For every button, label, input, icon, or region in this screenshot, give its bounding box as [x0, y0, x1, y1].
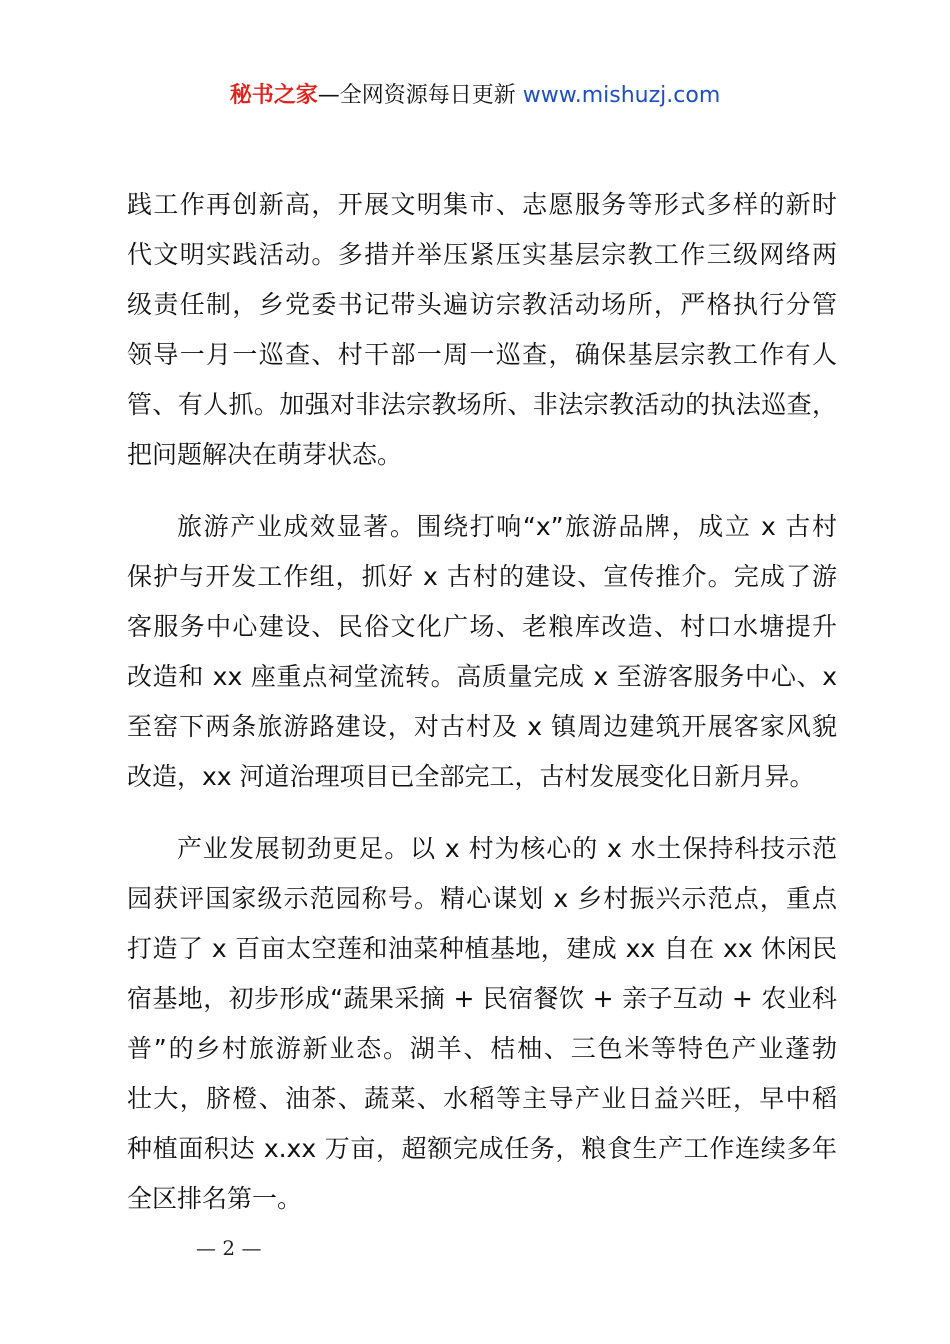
- text-line: 改造和 xx 座重点祠堂流转。高质量完成 x 至游客服务中心、x: [127, 662, 837, 691]
- header-tagline: —全网资源每日更新: [317, 83, 516, 108]
- text-line: 级责任制，乡党委书记带头遍访宗教活动场所，严格执行分管: [127, 290, 837, 319]
- text-line: 管、有人抓。加强对非法宗教场所、非法宗教活动的执法巡查，: [127, 390, 837, 419]
- paragraph-1: [127, 180, 837, 480]
- document-body: [127, 180, 837, 1224]
- text-line: 客服务中心建设、民俗文化广场、老粮库改造、村口水塘提升: [127, 612, 837, 641]
- text-line: 全区排名第一。: [127, 1184, 303, 1213]
- text-line: 普”的乡村旅游新业态。湖羊、桔柚、三色米等特色产业蓬勃: [127, 1034, 837, 1063]
- paragraph-3: [127, 824, 837, 1224]
- text-line: 领导一月一巡查、村干部一周一巡查，确保基层宗教工作有人: [127, 340, 837, 369]
- text-line: 壮大，脐橙、油茶、蔬菜、水稻等主导产业日益兴旺，早中稻: [127, 1084, 837, 1113]
- text-line: 种植面积达 x.xx 万亩，超额完成任务，粮食生产工作连续多年: [127, 1134, 837, 1163]
- page-header: [0, 80, 950, 112]
- page-number: — 2 —: [196, 1236, 262, 1260]
- text-line: 旅游产业成效显著。围绕打响“x”旅游品牌，成立 x 古村: [177, 512, 837, 541]
- paragraph-2: [127, 502, 837, 802]
- text-line: 代文明实践活动。多措并举压紧压实基层宗教工作三级网络两: [127, 240, 837, 269]
- brand-name: 秘书之家: [229, 83, 318, 108]
- text-line: 保护与开发工作组，抓好 x 古村的建设、宣传推介。完成了游: [127, 562, 837, 591]
- text-line: 改造，xx 河道治理项目已全部完工，古村发展变化日新月异。: [127, 762, 815, 791]
- text-line: 园获评国家级示范园称号。精心谋划 x 乡村振兴示范点，重点: [127, 884, 837, 913]
- text-line: 践工作再创新高，开展文明集市、志愿服务等形式多样的新时: [127, 190, 837, 219]
- text-line: 宿基地，初步形成“蔬果采摘 + 民宿餐饮 + 亲子互动 + 农业科: [127, 984, 837, 1013]
- header-url: www.mishuzj.com: [522, 83, 721, 108]
- text-line: 打造了 x 百亩太空莲和油菜种植基地，建成 xx 自在 xx 休闲民: [127, 934, 837, 963]
- text-line: 产业发展韧劲更足。以 x 村为核心的 x 水土保持科技示范: [177, 834, 837, 863]
- text-line: 至窑下两条旅游路建设，对古村及 x 镇周边建筑开展客家风貌: [127, 712, 837, 741]
- text-line: 把问题解决在萌芽状态。: [127, 440, 403, 469]
